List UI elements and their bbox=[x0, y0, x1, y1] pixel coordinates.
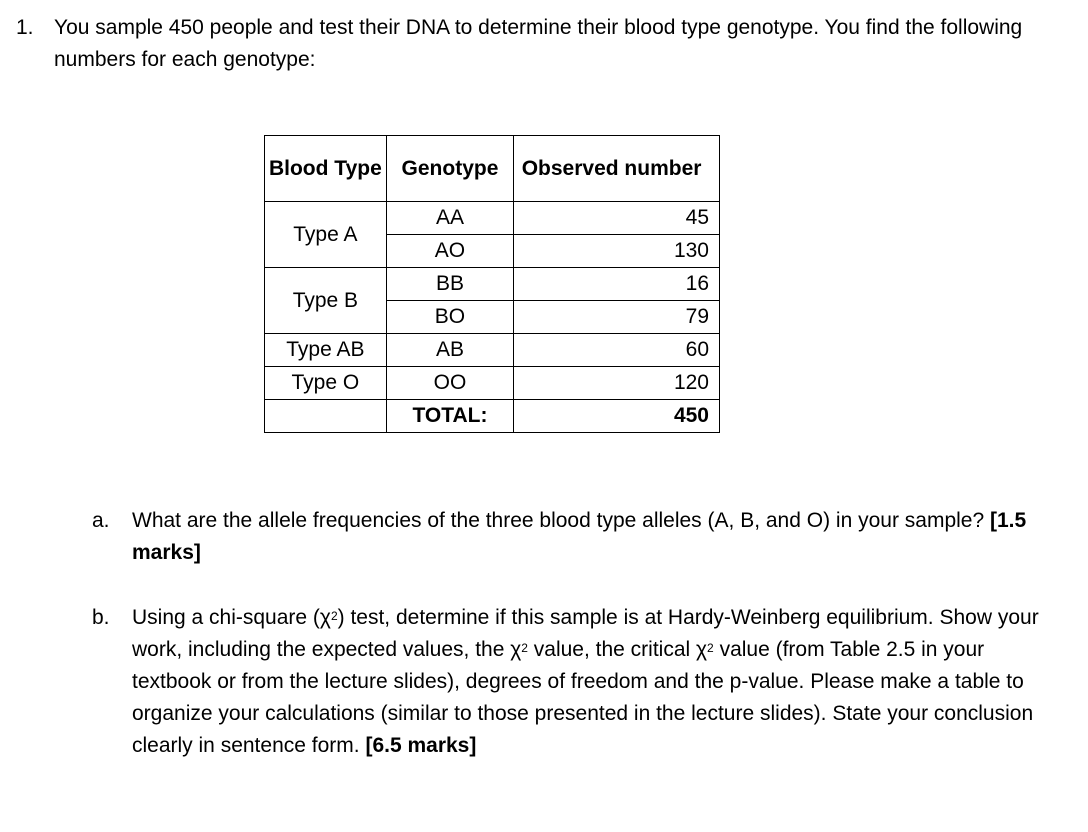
part-a-letter: a. bbox=[92, 509, 110, 532]
observed-cell: 79 bbox=[514, 301, 720, 334]
part-b-text-3: value, the critical χ bbox=[527, 638, 708, 661]
part-a-text: What are the allele frequencies of the three blood type alleles (A, B, and O) in your sample? bbox=[132, 509, 985, 532]
blood-type-cell: Type AB bbox=[265, 334, 387, 367]
question-text: You sample 450 people and test their DNA to determine their blood type genotype. You find the following numbers for each genotype: bbox=[54, 16, 1023, 71]
observed-cell: 16 bbox=[514, 268, 720, 301]
table-row bbox=[265, 268, 720, 301]
part-a-question bbox=[132, 505, 1052, 569]
part-b-text-2: ) test, determine if this sample is at Hardy-Weinberg equilibrium. Show your work, including the expected values, the χ bbox=[132, 606, 1039, 661]
part-b-marks: [6.5 marks] bbox=[365, 734, 477, 757]
table-row bbox=[265, 334, 720, 367]
total-label: TOTAL: bbox=[386, 400, 513, 433]
part-b-question bbox=[132, 602, 1052, 762]
empty-cell bbox=[265, 400, 387, 433]
observed-cell: 45 bbox=[514, 202, 720, 235]
question-number: 1. bbox=[16, 16, 34, 39]
genotype-cell: AB bbox=[386, 334, 513, 367]
genotype-table bbox=[264, 135, 720, 433]
observed-cell: 60 bbox=[514, 334, 720, 367]
blood-type-cell: Type O bbox=[265, 367, 387, 400]
genotype-cell: AO bbox=[386, 235, 513, 268]
blood-type-cell: Type B bbox=[265, 268, 387, 334]
table-total-row bbox=[265, 400, 720, 433]
genotype-cell: OO bbox=[386, 367, 513, 400]
header-observed-number: Observed number bbox=[514, 136, 720, 202]
superscript-2: 2 bbox=[330, 609, 338, 623]
header-genotype: Genotype bbox=[386, 136, 513, 202]
genotype-cell: BB bbox=[386, 268, 513, 301]
genotype-cell: AA bbox=[386, 202, 513, 235]
header-blood-type: Blood Type bbox=[265, 136, 387, 202]
part-b-letter: b. bbox=[92, 606, 110, 629]
part-b-text-1: Using a chi-square (χ bbox=[132, 606, 331, 629]
genotype-cell: BO bbox=[386, 301, 513, 334]
part-b-text-4: value (from Table 2.5 in your textbook or from the lecture slides), degrees of freedom and the p-value. Please make a table to organize your calculations (similar to those presented in the lecture slides). State your conclusion clearly in sentence form. bbox=[132, 638, 1034, 757]
table-row bbox=[265, 202, 720, 235]
superscript-2: 2 bbox=[521, 641, 528, 655]
observed-cell: 120 bbox=[514, 367, 720, 400]
superscript-2: 2 bbox=[707, 641, 714, 655]
observed-cell: 130 bbox=[514, 235, 720, 268]
blood-type-cell: Type A bbox=[265, 202, 387, 268]
table-header-row bbox=[265, 136, 720, 202]
part-a-marks: [1.5 marks] bbox=[132, 509, 1027, 564]
total-value: 450 bbox=[514, 400, 720, 433]
table-row bbox=[265, 367, 720, 400]
